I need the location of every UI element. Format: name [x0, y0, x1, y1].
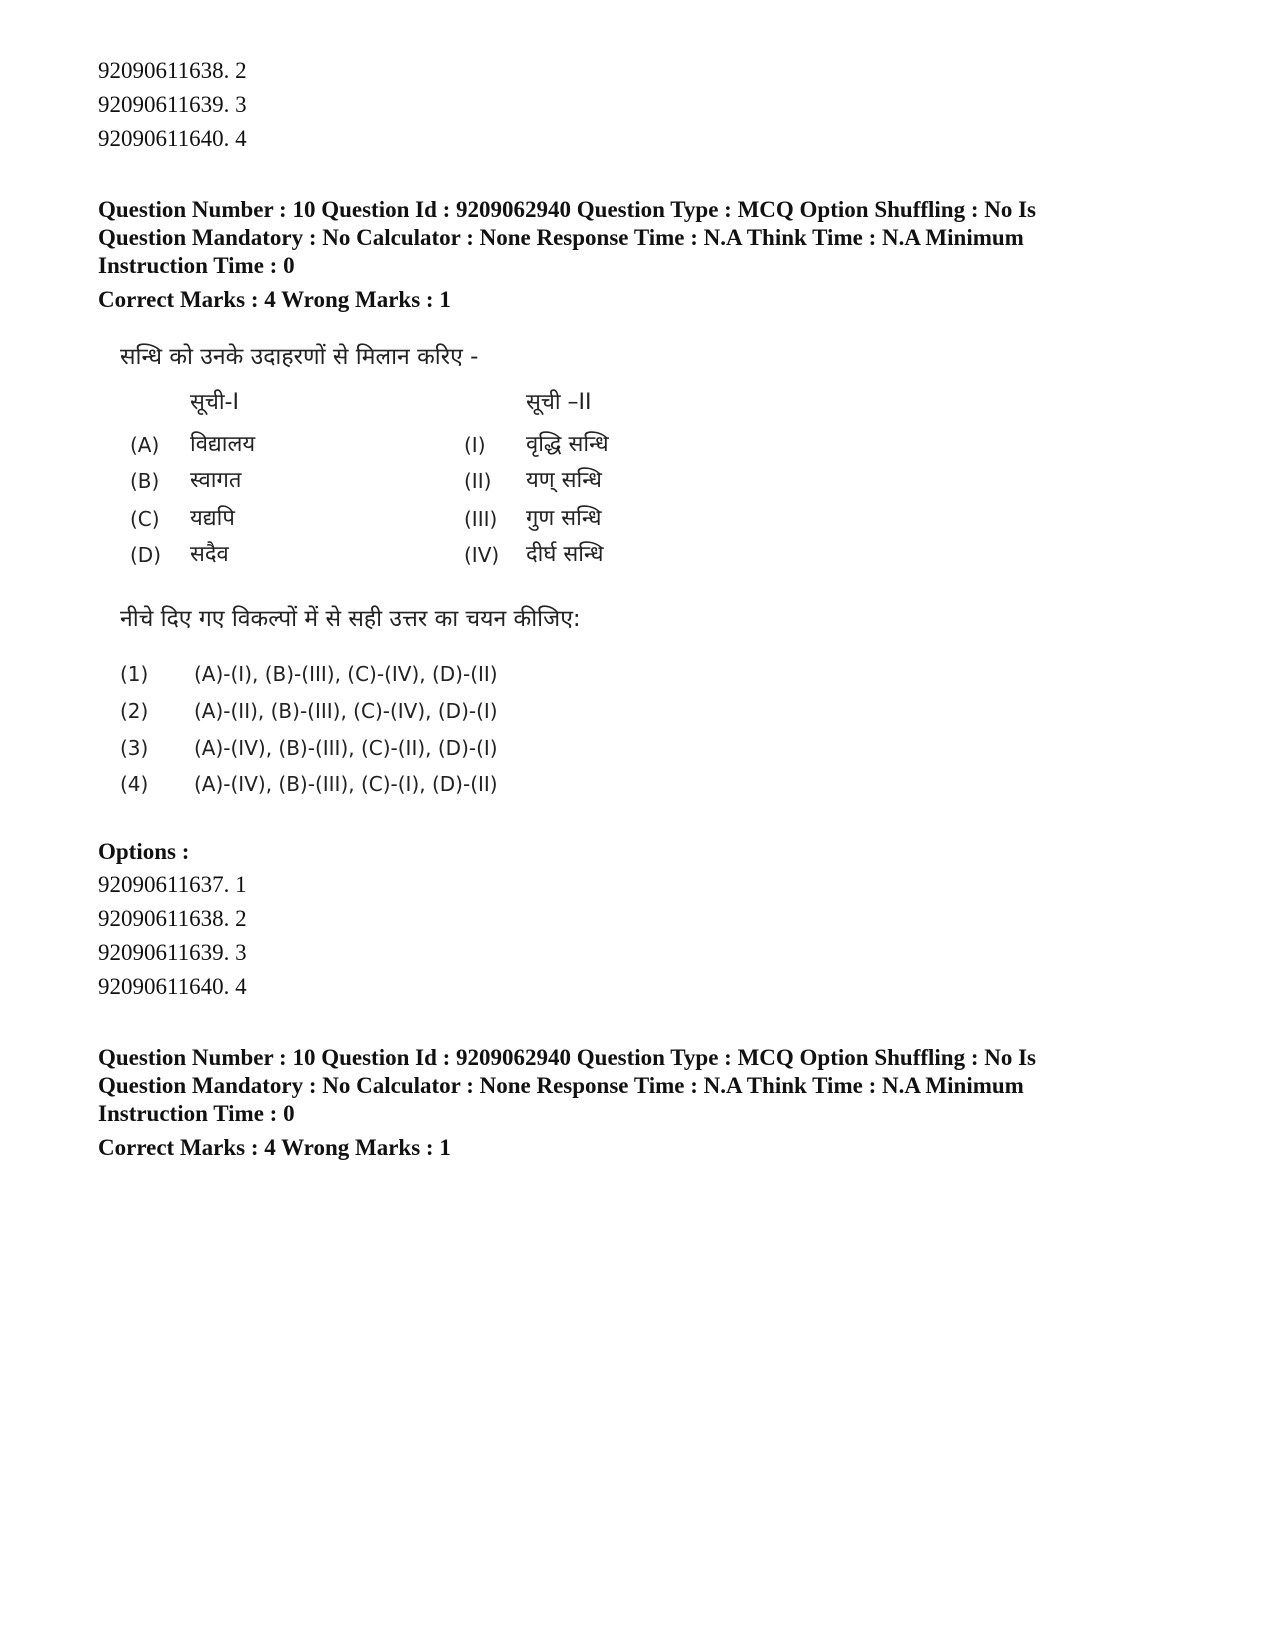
- list1-item: विद्यालय: [190, 432, 256, 457]
- choice-number: (1): [120, 662, 149, 686]
- choice-text: (A)-(IV), (B)-(III), (C)-(II), (D)-(I): [194, 736, 498, 760]
- choice-number: (3): [120, 736, 149, 760]
- match-row: [98, 538, 658, 572]
- option-line: 92090611640. 4: [98, 974, 247, 999]
- list2-label: (I): [464, 433, 486, 457]
- option-line: 92090611639. 3: [98, 92, 247, 117]
- list2-item: यण् सन्धि: [526, 468, 602, 493]
- list2-label: (II): [464, 469, 492, 493]
- list1-item: यद्यपि: [190, 506, 235, 531]
- match-row: [98, 428, 658, 462]
- option-line: 92090611639. 3: [98, 940, 247, 965]
- list1-label: (B): [130, 469, 160, 493]
- next-question-header: [98, 1044, 1178, 1162]
- option-line: 92090611637. 1: [98, 872, 247, 897]
- list1-item: स्वागत: [190, 468, 242, 493]
- choice-text: (A)-(I), (B)-(III), (C)-(IV), (D)-(II): [194, 662, 498, 686]
- choice-number: (2): [120, 699, 149, 723]
- list2-item: दीर्घ सन्धि: [526, 542, 604, 567]
- question-meta-line: Question Mandatory : No Calculator : None Response Time : N.A Think Time : N.A Minimum: [98, 1073, 1024, 1098]
- list1-label: (D): [130, 543, 162, 567]
- option-line: 92090611638. 2: [98, 58, 247, 83]
- answer-choice: [98, 730, 658, 766]
- answer-choice: [98, 766, 658, 802]
- choice-text: (A)-(IV), (B)-(III), (C)-(I), (D)-(II): [194, 772, 498, 796]
- question-meta-line: Question Mandatory : No Calculator : None Response Time : N.A Think Time : N.A Minimum: [98, 225, 1024, 250]
- spacer: [98, 156, 1178, 196]
- choice-text: (A)-(II), (B)-(III), (C)-(IV), (D)-(I): [194, 699, 498, 723]
- question-meta-line: Question Number : 10 Question Id : 9209062940 Question Type : MCQ Option Shuffling : No Is: [98, 1045, 1037, 1070]
- question-marks: Correct Marks : 4 Wrong Marks : 1: [98, 1135, 451, 1160]
- list1-item: सदैव: [190, 542, 229, 567]
- question-instruction: नीचे दिए गए विकल्पों में से सही उत्तर का चयन कीजिए:: [120, 606, 581, 632]
- list2-label: (IV): [464, 543, 500, 567]
- list2-item: गुण सन्धि: [526, 506, 602, 531]
- question-stem: सन्धि को उनके उदाहरणों से मिलान करिए -: [120, 344, 479, 370]
- list1-heading: सूची-I: [190, 390, 239, 415]
- options-label: Options :: [98, 839, 190, 864]
- answer-choice: [98, 693, 658, 729]
- spacer: [98, 1004, 1178, 1044]
- question-meta-line: Instruction Time : 0: [98, 253, 295, 278]
- question-marks: Correct Marks : 4 Wrong Marks : 1: [98, 287, 451, 312]
- match-row: [98, 464, 658, 498]
- option-line: 92090611640. 4: [98, 126, 247, 151]
- answer-choice: [98, 656, 658, 692]
- choice-number: (4): [120, 772, 149, 796]
- previous-options-list: [98, 54, 1178, 156]
- question-meta-line: Instruction Time : 0: [98, 1101, 295, 1126]
- match-row: [98, 502, 658, 536]
- list1-label: (C): [130, 507, 160, 531]
- list2-item: वृद्धि सन्धि: [526, 432, 609, 457]
- list2-heading: सूची –II: [526, 390, 592, 415]
- options-list: [98, 868, 1178, 1004]
- question-body: [98, 342, 658, 812]
- question-header: [98, 196, 1178, 314]
- option-line: 92090611638. 2: [98, 906, 247, 931]
- document-page: [98, 54, 1178, 1162]
- list2-label: (III): [464, 507, 498, 531]
- list1-label: (A): [130, 433, 160, 457]
- question-meta-line: Question Number : 10 Question Id : 9209062940 Question Type : MCQ Option Shuffling : No Is: [98, 197, 1037, 222]
